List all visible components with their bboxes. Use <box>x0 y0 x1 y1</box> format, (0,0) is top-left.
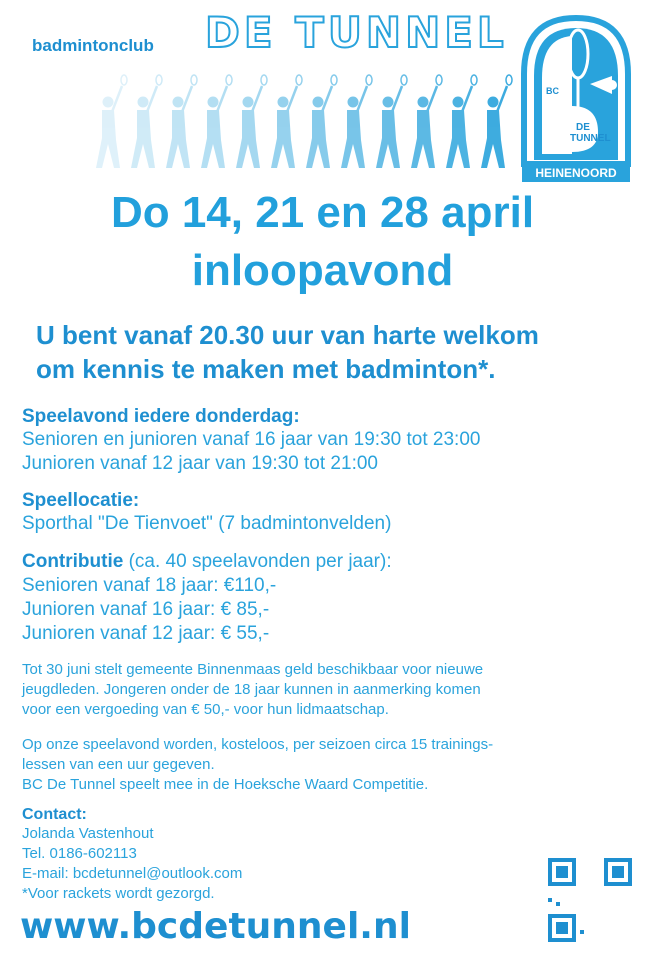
logo-bc-text: BC <box>546 86 559 96</box>
speelavond-section <box>22 406 480 476</box>
website-link[interactable]: www.bcdetunnel.nl <box>20 906 411 947</box>
qr-code-icon <box>548 858 632 942</box>
contributie-line: Junioren vanaf 12 jaar: € 55,- <box>22 623 270 644</box>
player-silhouette <box>481 75 512 168</box>
club-title: DE TUNNEL <box>205 8 508 57</box>
event-name: inloopavond <box>191 246 454 295</box>
speelavond-heading: Speelavond iedere donderdag: <box>22 406 300 427</box>
training-line: lessen van een uur gegeven. <box>22 756 215 773</box>
logo-place-text: HEINENOORD <box>535 166 617 180</box>
subsidy-line: voor een vergoeding van € 50,- voor hun lidmaatschap. <box>22 701 389 718</box>
footnote: *Voor rackets wordt gezorgd. <box>22 885 215 902</box>
club-label: badmintonclub <box>32 36 154 55</box>
player-silhouette <box>236 75 267 168</box>
speellocatie-section <box>22 490 391 536</box>
badminton-player-silhouettes <box>90 72 520 172</box>
event-dates: Do 14, 21 en 28 april <box>110 188 535 237</box>
player-silhouette <box>446 75 477 168</box>
logo-tunnel-text: TUNNEL <box>570 133 611 144</box>
player-silhouette <box>341 75 372 168</box>
player-silhouette <box>376 75 407 168</box>
subsidy-line: Tot 30 juni stelt gemeente Binnenmaas geld beschikbaar voor nieuwe <box>22 661 484 678</box>
logo-de-text: DE <box>576 122 590 133</box>
training-line: BC De Tunnel speelt mee in de Hoeksche Waard Competitie. <box>22 776 429 793</box>
contact-phone: Tel. 0186-602113 <box>22 845 137 862</box>
contact-email[interactable]: E-mail: bcdetunnel@outlook.com <box>22 865 243 882</box>
welcome-text <box>36 318 636 386</box>
speelavond-line: Senioren en junioren vanaf 16 jaar van 19:30 tot 23:00 <box>22 429 481 450</box>
training-section <box>22 735 493 795</box>
player-silhouette <box>201 75 232 168</box>
welcome-line-2: om kennis te maken met badminton*. <box>36 354 496 384</box>
contributie-line: Senioren vanaf 18 jaar: €110,- <box>22 575 277 596</box>
training-line: Op onze speelavond worden, kosteloos, per seizoen circa 15 trainings- <box>22 736 494 753</box>
contributie-heading: Contributie <box>22 551 124 572</box>
player-silhouette <box>166 75 197 168</box>
racket-shuttlecock-icon <box>520 14 632 186</box>
contact-heading: Contact: <box>22 806 87 823</box>
player-silhouette <box>96 75 127 168</box>
speelavond-line: Junioren vanaf 12 jaar van 19:30 tot 21:00 <box>22 453 378 474</box>
contributie-note: (ca. 40 speelavonden per jaar): <box>123 551 392 572</box>
player-silhouette <box>131 75 162 168</box>
contributie-line: Junioren vanaf 16 jaar: € 85,- <box>22 599 270 620</box>
player-silhouette <box>271 75 302 168</box>
contact-name: Jolanda Vastenhout <box>22 825 154 842</box>
subsidy-line: jeugdleden. Jongeren onder de 18 jaar kunnen in aanmerking komen <box>22 681 481 698</box>
welcome-line-1: U bent vanaf 20.30 uur van harte welkom <box>36 320 539 350</box>
speellocatie-heading: Speellocatie: <box>22 490 140 511</box>
subsidy-section <box>22 660 483 720</box>
contact-section <box>22 806 242 904</box>
player-silhouette <box>411 75 442 168</box>
contributie-section <box>22 550 392 646</box>
speellocatie-line: Sporthal "De Tienvoet" (7 badmintonvelden) <box>22 513 392 534</box>
player-silhouette <box>306 75 337 168</box>
club-logo <box>520 14 632 186</box>
